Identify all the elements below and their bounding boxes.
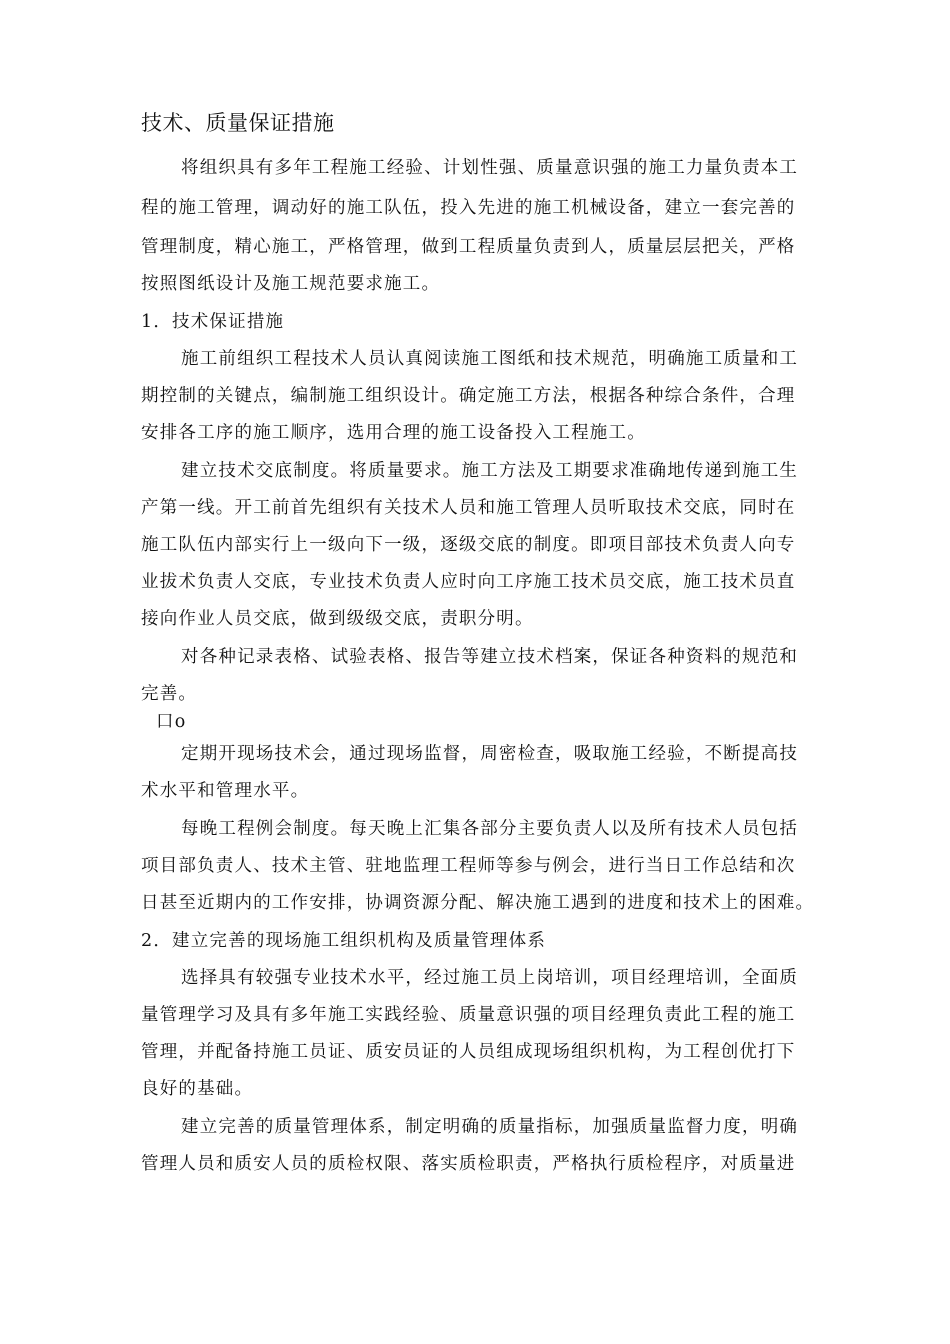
text-line: 程的施工管理，调动好的施工队伍，投入先进的施工机械设备，建立一套完善的 bbox=[141, 198, 796, 218]
text-line: 项目部负责人、技术主管、驻地监理工程师等参与例会，进行当日工作总结和次 bbox=[141, 856, 796, 876]
text-line: 量管理学习及具有多年施工实践经验、质量意识强的项目经理负责此工程的施工 bbox=[141, 1005, 796, 1025]
text-line: 日甚至近期内的工作安排，协调资源分配、解决施工遇到的进度和技术上的困难。 bbox=[141, 893, 815, 913]
text-line: 安排各工序的施工顺序，选用合理的施工设备投入工程施工。 bbox=[141, 423, 646, 443]
section-heading: 2．建立完善的现场施工组织机构及质量管理体系 bbox=[141, 931, 547, 951]
text-line: 每晚工程例会制度。每天晚上汇集各部分主要负责人以及所有技术人员包括 bbox=[181, 819, 799, 839]
text-line: 施工前组织工程技术人员认真阅读施工图纸和技术规范，明确施工质量和工 bbox=[181, 349, 799, 369]
text-line: 术水平和管理水平。 bbox=[141, 781, 310, 801]
text-line: 接向作业人员交底，做到级级交底，责职分明。 bbox=[141, 609, 534, 629]
document-title: 技术、质量保证措施 bbox=[141, 111, 335, 135]
text-line: 管理人员和质安人员的质检权限、落实质检职责，严格执行质检程序，对质量进 bbox=[141, 1154, 796, 1174]
text-line: 产第一线。开工前首先组织有关技术人员和施工管理人员听取技术交底，同时在 bbox=[141, 498, 796, 518]
text-line: 口o bbox=[156, 712, 187, 732]
section-heading: 1．技术保证措施 bbox=[141, 312, 285, 332]
text-line: 良好的基础。 bbox=[141, 1079, 254, 1099]
text-line: 对各种记录表格、试验表格、报告等建立技术档案，保证各种资料的规范和 bbox=[181, 647, 799, 667]
text-line: 建立技术交底制度。将质量要求。施工方法及工期要求准确地传递到施工生 bbox=[181, 461, 799, 481]
text-line: 建立完善的质量管理体系，制定明确的质量指标，加强质量监督力度，明确 bbox=[181, 1117, 799, 1137]
text-line: 选择具有较强专业技术水平，经过施工员上岗培训，项目经理培训，全面质 bbox=[181, 968, 799, 988]
text-line: 按照图纸设计及施工规范要求施工。 bbox=[141, 274, 441, 294]
text-line: 业拔术负责人交底，专业技术负责人应时向工序施工技术员交底，施工技术员直 bbox=[141, 572, 796, 592]
text-line: 期控制的关键点，编制施工组织设计。确定施工方法，根据各种综合条件，合理 bbox=[141, 386, 796, 406]
text-line: 管理制度，精心施工，严格管理，做到工程质量负责到人，质量层层把关，严格 bbox=[141, 237, 796, 257]
text-line: 管理，并配备持施工员证、质安员证的人员组成现场组织机构，为工程创优打下 bbox=[141, 1042, 796, 1062]
text-line: 完善。 bbox=[141, 684, 198, 704]
text-line: 将组织具有多年工程施工经验、计划性强、质量意识强的施工力量负责本工 bbox=[181, 158, 799, 178]
text-line: 定期开现场技术会，通过现场监督，周密检查，吸取施工经验，不断提高技 bbox=[181, 744, 799, 764]
text-line: 施工队伍内部实行上一级向下一级，逐级交底的制度。即项目部技术负责人向专 bbox=[141, 535, 796, 555]
